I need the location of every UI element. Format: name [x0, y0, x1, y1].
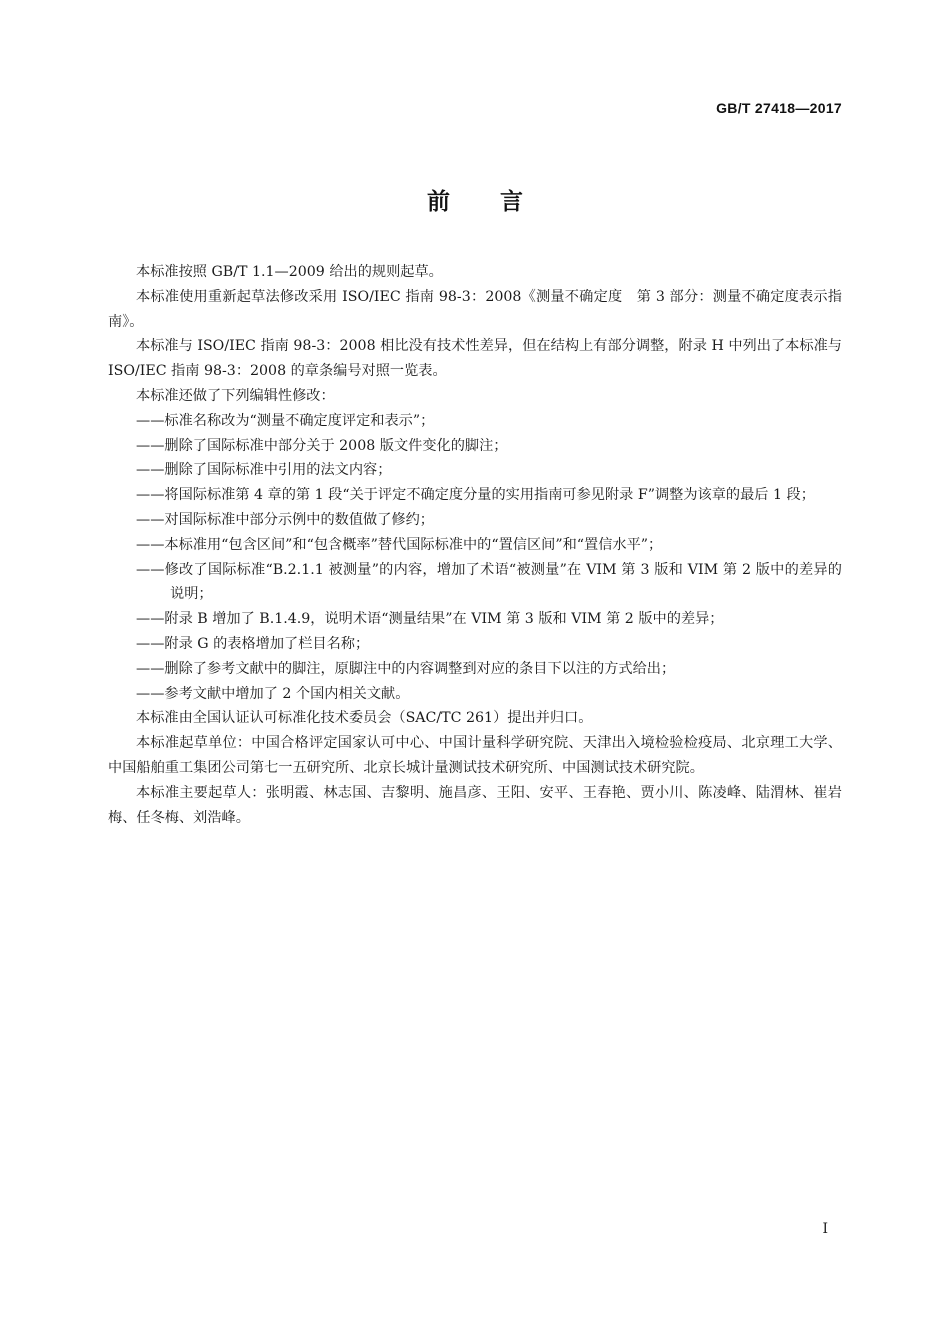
list-item: ——修改了国际标准“B.2.1.1 被测量”的内容，增加了术语“被测量”在 VIM 第 3 版和 VIM 第 2 版中的差异的说明； — [136, 561, 842, 603]
page-number: I — [822, 1221, 828, 1237]
paragraph: 本标准还做了下列编辑性修改： — [136, 387, 335, 404]
page-title: 前言 — [427, 189, 573, 215]
list-item: ——标准名称改为“测量不确定度评定和表示”； — [136, 412, 435, 429]
list-item: ——删除了国际标准中引用的法文内容； — [136, 462, 392, 479]
list-item: ——参考文献中增加了 2 个国内相关文献。 — [136, 685, 410, 702]
list-item: ——对国际标准中部分示例中的数值做了修约； — [136, 511, 434, 528]
paragraph: 本标准按照 GB/T 1.1—2009 给出的规则起草。 — [136, 264, 443, 280]
standard-code: GB/T 27418—2017 — [716, 100, 842, 116]
paragraph: 本标准主要起草人：张明霞、林志国、吉黎明、施昌彦、王阳、安平、王春艳、贾小川、陈凌峰、陆渭林、崔岩梅、任冬梅、刘浩峰。 — [108, 784, 842, 826]
document-body — [108, 260, 842, 830]
list-item: ——将国际标准第 4 章的第 1 段“关于评定不确定度分量的实用指南可参见附录 F”调整为该章的最后 1 段； — [136, 487, 815, 504]
paragraph: 本标准使用重新起草法修改采用 ISO/IEC 指南 98-3：2008《测量不确定度 第 3 部分：测量不确定度表示指南》。 — [108, 288, 842, 330]
list-item: ——附录 B 增加了 B.1.4.9，说明术语“测量结果”在 VIM 第 3 版和 VIM 第 2 版中的差异； — [136, 611, 724, 628]
list-item: ——删除了国际标准中部分关于 2008 版文件变化的脚注； — [136, 437, 508, 454]
paragraph: 本标准与 ISO/IEC 指南 98-3：2008 相比没有技术性差异，但在结构上有部分调整，附录 H 中列出了本标准与 ISO/IEC 指南 98-3：2008 的章条编号对照一览表。 — [108, 338, 842, 380]
list-item: ——删除了参考文献中的脚注，原脚注中的内容调整到对应的条目下以注的方式给出； — [136, 660, 676, 677]
list-item: ——本标准用“包含区间”和“包含概率”替代国际标准中的“置信区间”和“置信水平”； — [136, 536, 663, 553]
paragraph: 本标准由全国认证认可标准化技术委员会（SAC/TC 261）提出并归口。 — [136, 710, 593, 727]
paragraph: 本标准起草单位：中国合格评定国家认可中心、中国计量科学研究院、天津出入境检验检疫局、北京理工大学、中国船舶重工集团公司第七一五研究所、北京长城计量测试技术研究所、中国测试技术研究院。 — [108, 735, 842, 776]
list-item: ——附录 G 的表格增加了栏目名称； — [136, 635, 370, 652]
